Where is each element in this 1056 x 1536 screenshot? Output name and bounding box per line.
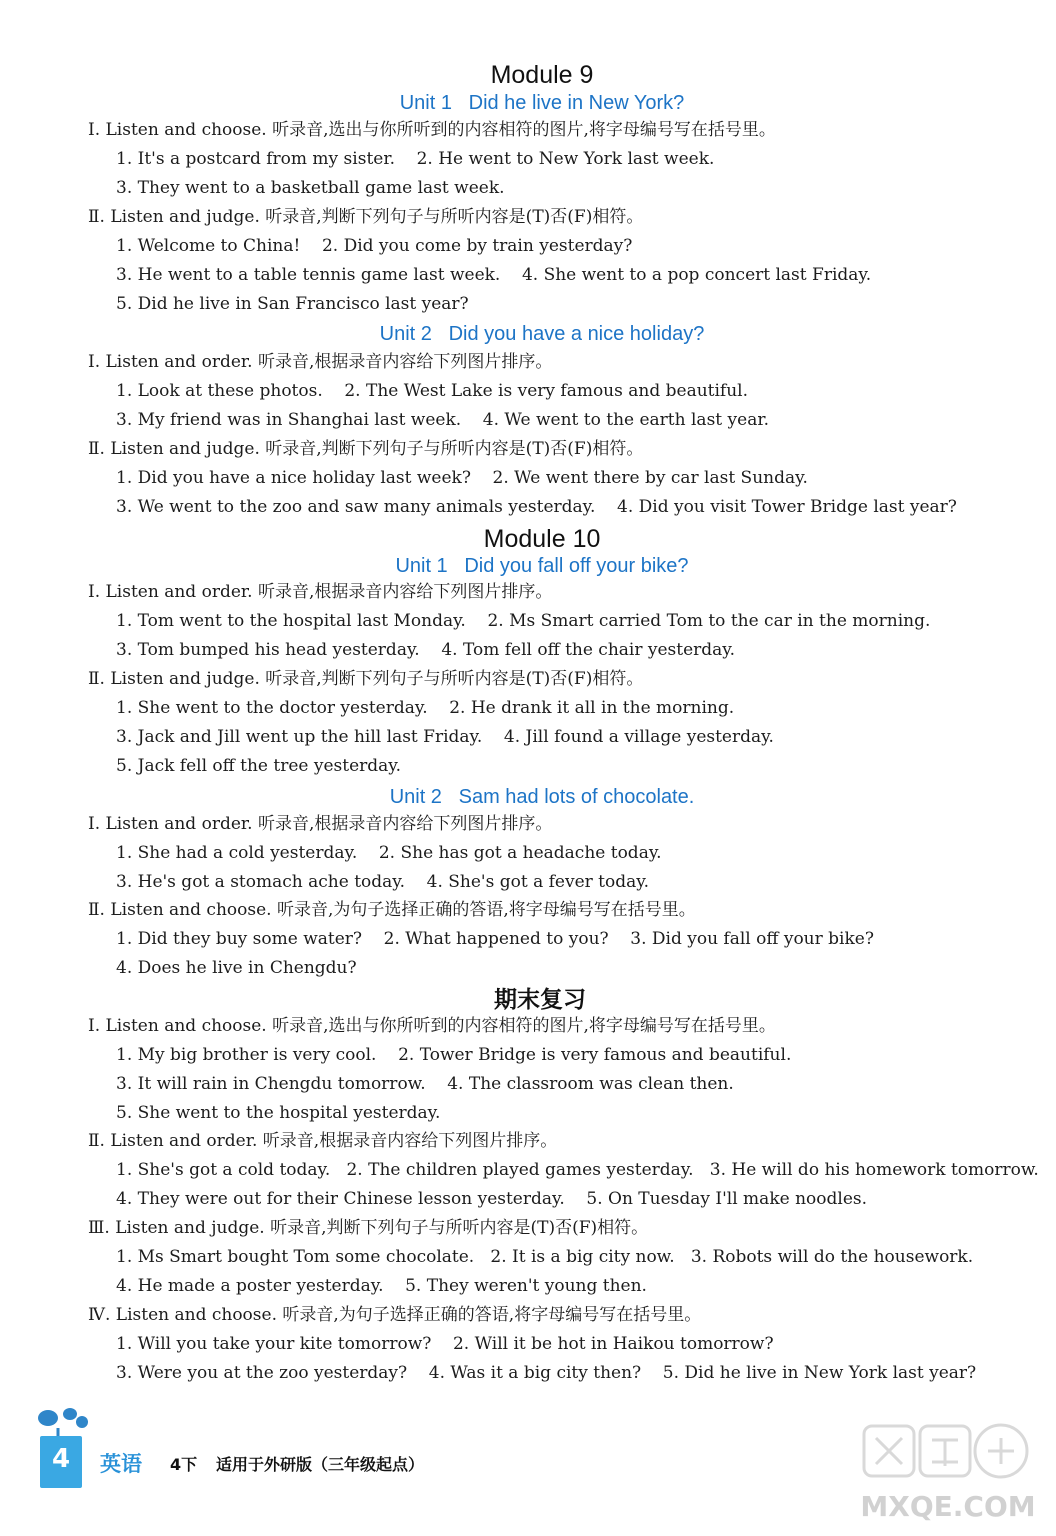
exercise-instruction: Ⅱ. Listen and judge. 听录音,判断下列句子与所听内容是(T)否(F)相符。 [88, 207, 644, 227]
page-footer [0, 1400, 1056, 1536]
exercise-line: 1. Did you have a nice holiday last week? 2. We went there by car last Sunday. [116, 468, 808, 488]
exercise-line: 3. We went to the zoo and saw many animals yesterday. 4. Did you visit Tower Bridge last year? [116, 497, 957, 517]
exercise-line: 4. He made a poster yesterday. 5. They weren't young then. [116, 1276, 647, 1296]
exercise-instruction: Ⅱ. Listen and choose. 听录音,为句子选择正确的答语,将字母编号写在括号里。 [88, 900, 696, 920]
exercise-line: 3. He went to a table tennis game last week. 4. She went to a pop concert last Friday. [116, 265, 872, 285]
exercise-line: 1. It's a postcard from my sister. 2. He went to New York last week. [116, 149, 715, 169]
exercise-line: 3. Tom bumped his head yesterday. 4. Tom fell off the chair yesterday. [116, 640, 736, 660]
watermark-text: MXQE.COM [860, 1490, 1036, 1523]
exercise-line: 4. They were out for their Chinese lesson yesterday. 5. On Tuesday I'll make noodles. [116, 1189, 868, 1209]
unit-title: Unit 2 Sam had lots of chocolate. [389, 786, 695, 808]
exercise-instruction: Ⅲ. Listen and judge. 听录音,判断下列句子与所听内容是(T)否(F)相符。 [88, 1218, 649, 1238]
unit-title: Unit 1 Did he live in New York? [399, 92, 685, 114]
exercise-line: 1. Will you take your kite tomorrow? 2. Will it be hot in Haikou tomorrow? [116, 1334, 774, 1354]
exercise-line: 1. She's got a cold today. 2. The children played games yesterday. 3. He will do his homework tomorrow. [116, 1160, 1039, 1180]
exercise-line: 1. Look at these photos. 2. The West Lake is very famous and beautiful. [116, 381, 749, 401]
exercise-line: 1. She went to the doctor yesterday. 2. He drank it all in the morning. [116, 698, 735, 718]
review-title: 期末复习 [494, 987, 586, 1013]
exercise-line: 1. She had a cold yesterday. 2. She has got a headache today. [116, 843, 662, 863]
footer-edition-note: 适用于外研版（三年级起点） [216, 1455, 425, 1474]
exercise-instruction: Ⅰ. Listen and order. 听录音,根据录音内容给下列图片排序。 [88, 582, 553, 602]
exercise-line: 3. He's got a stomach ache today. 4. She's got a fever today. [116, 872, 649, 892]
exercise-instruction: Ⅰ. Listen and order. 听录音,根据录音内容给下列图片排序。 [88, 352, 553, 372]
unit-title: Unit 2 Did you have a nice holiday? [379, 323, 705, 345]
exercise-line: 1. Ms Smart bought Tom some chocolate. 2. It is a big city now. 3. Robots will do the housework. [116, 1247, 974, 1267]
exercise-line: 4. Does he live in Chengdu? [116, 958, 357, 978]
exercise-instruction: Ⅰ. Listen and choose. 听录音,选出与你所听到的内容相符的图片,将字母编号写在括号里。 [88, 120, 776, 140]
footer-grade: 4下 [170, 1455, 198, 1474]
exercise-line: 1. Welcome to China! 2. Did you come by train yesterday? [116, 236, 633, 256]
exercise-line: 3. It will rain in Chengdu tomorrow. 4. The classroom was clean then. [116, 1074, 734, 1094]
exercise-line: 3. They went to a basketball game last week. [116, 178, 505, 198]
exercise-instruction: Ⅰ. Listen and choose. 听录音,选出与你所听到的内容相符的图片,将字母编号写在括号里。 [88, 1016, 776, 1036]
unit-title: Unit 1 Did you fall off your bike? [395, 555, 689, 577]
exercise-line: 3. My friend was in Shanghai last week. 4. We went to the earth last year. [116, 410, 769, 430]
watermark-logo [858, 1416, 1038, 1528]
exercise-line: 1. Tom went to the hospital last Monday. 2. Ms Smart carried Tom to the car in the morning. [116, 611, 931, 631]
exercise-line: 1. Did they buy some water? 2. What happened to you? 3. Did you fall off your bike? [116, 929, 874, 949]
exercise-line: 1. My big brother is very cool. 2. Tower Bridge is very famous and beautiful. [116, 1045, 792, 1065]
exercise-instruction: Ⅱ. Listen and judge. 听录音,判断下列句子与所听内容是(T)否(F)相符。 [88, 669, 644, 689]
module-title: Module 10 [483, 525, 601, 553]
exercise-instruction: Ⅰ. Listen and order. 听录音,根据录音内容给下列图片排序。 [88, 814, 553, 834]
exercise-instruction: Ⅱ. Listen and order. 听录音,根据录音内容给下列图片排序。 [88, 1131, 558, 1151]
exercise-line: 3. Were you at the zoo yesterday? 4. Was it a big city then? 5. Did he live in New York last year? [116, 1363, 977, 1383]
footer-subject: 英语 [100, 1452, 142, 1476]
exercise-instruction: Ⅳ. Listen and choose. 听录音,为句子选择正确的答语,将字母编号写在括号里。 [88, 1305, 702, 1325]
exercise-line: 5. Jack fell off the tree yesterday. [116, 756, 402, 776]
exercise-line: 5. She went to the hospital yesterday. [116, 1103, 441, 1123]
exercise-instruction: Ⅱ. Listen and judge. 听录音,判断下列句子与所听内容是(T)否(F)相符。 [88, 439, 644, 459]
page-number-pot [40, 1436, 82, 1488]
page-number: 4 [51, 1444, 71, 1474]
module-title: Module 9 [490, 61, 594, 89]
exercise-line: 5. Did he live in San Francisco last year? [116, 294, 469, 314]
exercise-line: 3. Jack and Jill went up the hill last Friday. 4. Jill found a village yesterday. [116, 727, 774, 747]
